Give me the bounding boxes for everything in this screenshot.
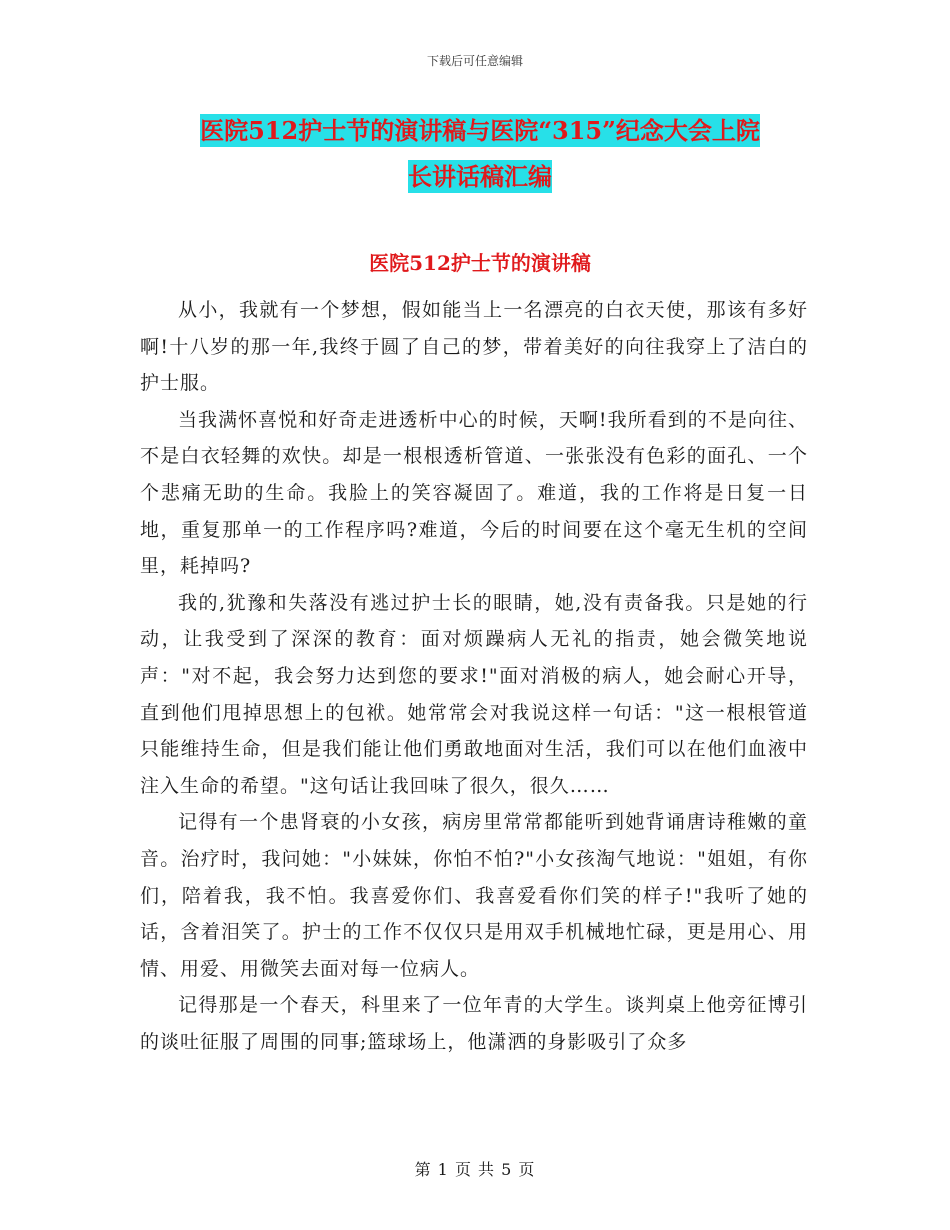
paragraph-4: 记得有一个患肾衰的小女孩，病房里常常都能听到她背诵唐诗稚嫩的童音。治疗时，我问她："小妹妹，你怕不怕?"小女孩淘气地说："姐姐，有你们，陪着我，我不怕。我喜爱你们、我喜爱看你们笑的样子!"我听了她的话，含着泪笑了。护士的工作不仅仅只是用双手机械地忙碌，更是用心、用情、用爱、用微笑去面对每一位病人。 — [140, 811, 808, 980]
section-title: 医院512护士节的演讲稿 — [369, 251, 591, 275]
body-text — [140, 292, 808, 1060]
page-footer: 第 1 页 共 5 页 — [414, 1160, 536, 1179]
paragraph-3: 我的,犹豫和失落没有逃过护士长的眼睛，她,没有责备我。只是她的行动，让我受到了深深的教育：面对烦躁病人无礼的指责，她会微笑地说声："对不起，我会努力达到您的要求!"面对消极的病人，她会耐心开导，直到他们甩掉思想上的包袱。她常常会对我说这样一句话："这一根根管道只能维持生命，但是我们能让他们勇敢地面对生活，我们可以在他们血液中注入生命的希望。"这句话让我回味了很久，很久…… — [140, 591, 808, 797]
paragraph-2: 当我满怀喜悦和好奇走进透析中心的时候，天啊!我所看到的不是向往、不是白衣轻舞的欢快。却是一根根透析管道、一张张没有色彩的面孔、一个个悲痛无助的生命。我脸上的笑容凝固了。难道，我的工作将是日复一日地，重复那单一的工作程序吗?难道，今后的时间要在这个毫无生机的空间里，耗掉吗? — [140, 408, 808, 578]
document-title — [140, 108, 820, 200]
paragraph-1: 从小，我就有一个梦想，假如能当上一名漂亮的白衣天使，那该有多好啊!十八岁的那一年,我终于圆了自己的梦，带着美好的向往我穿上了洁白的护士服。 — [140, 299, 808, 395]
header-note: 下载后可任意编辑 — [426, 54, 523, 68]
document-title-line-1: 医院512护士节的演讲稿与医院“315”纪念大会上院 — [200, 116, 760, 145]
paragraph-5: 记得那是一个春天，科里来了一位年青的大学生。谈判桌上他旁征博引的谈吐征服了周围的同事;篮球场上，他潇洒的身影吸引了众多 — [140, 994, 808, 1053]
document-title-line-2: 长讲话稿汇编 — [408, 162, 552, 191]
